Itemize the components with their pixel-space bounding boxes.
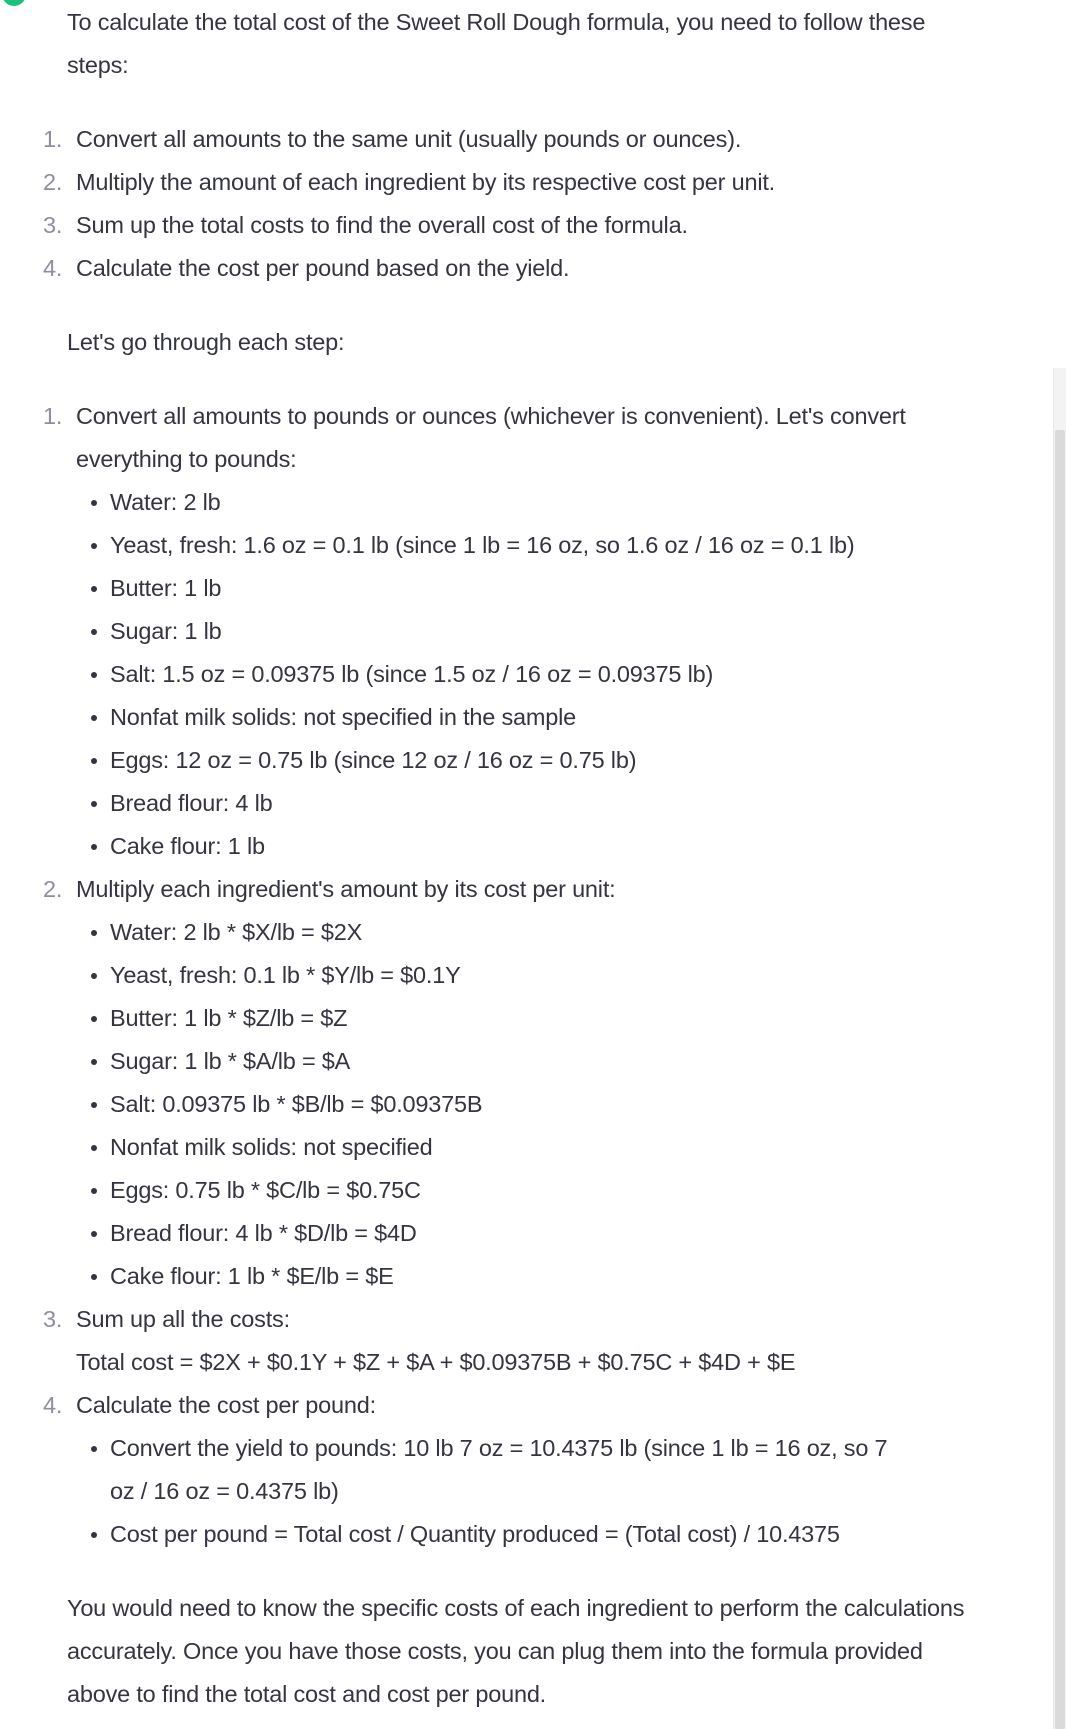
list-item-text: Calculate the cost per pound:: [76, 1392, 376, 1418]
bullet-item: [76, 567, 970, 610]
bullet-text: Bread flour: 4 lb * $D/lb = $4D: [110, 1220, 417, 1246]
bullet-item: [76, 1083, 970, 1126]
bullet-item: [76, 696, 970, 739]
list-number: 2.: [43, 169, 63, 195]
bullet-item: [76, 1040, 970, 1083]
bullet-item: [76, 653, 970, 696]
bullet-list: [76, 481, 970, 868]
bullet-text: Salt: 1.5 oz = 0.09375 lb (since 1.5 oz / 16 oz = 0.09375 lb): [110, 661, 714, 687]
list-item: [0, 395, 1050, 868]
bullet-dot-icon: [91, 1059, 97, 1065]
list-number: 3.: [43, 1306, 63, 1332]
list-number: 4.: [43, 255, 63, 281]
list-item: [0, 868, 1050, 1298]
bullet-dot-icon: [91, 844, 97, 850]
bullet-item: [76, 782, 970, 825]
bullet-text: Convert the yield to pounds: 10 lb 7 oz = 10.4375 lb (since 1 lb = 16 oz, so 7 oz / 16 oz = 0.4375 lb): [110, 1435, 888, 1504]
bullet-dot-icon: [91, 629, 97, 635]
bullet-text: Water: 2 lb * $X/lb = $2X: [110, 919, 363, 945]
bullet-text: Salt: 0.09375 lb * $B/lb = $0.09375B: [110, 1091, 483, 1117]
intro-paragraph: To calculate the total cost of the Sweet Roll Dough formula, you need to follow these steps:: [67, 9, 926, 78]
scrollbar-thumb[interactable]: [1055, 430, 1065, 1729]
bullet-dot-icon: [91, 715, 97, 721]
bullet-text: Cost per pound = Total cost / Quantity produced = (Total cost) / 10.4375: [110, 1521, 840, 1547]
bullet-item: [76, 1169, 970, 1212]
bullet-text: Nonfat milk solids: not specified: [110, 1134, 433, 1160]
list-item: [0, 118, 1050, 161]
bullet-dot-icon: [91, 672, 97, 678]
bullet-text: Yeast, fresh: 0.1 lb * $Y/lb = $0.1Y: [110, 962, 461, 988]
bullet-dot-icon: [91, 973, 97, 979]
bullet-item: [76, 1513, 970, 1556]
list-item: [0, 161, 1050, 204]
bullet-item: [76, 1212, 970, 1255]
bullet-item: [76, 1255, 970, 1298]
bullet-dot-icon: [91, 1274, 97, 1280]
bullet-dot-icon: [91, 758, 97, 764]
overview-steps-list: [0, 118, 1050, 290]
bullet-text: Nonfat milk solids: not specified in the sample: [110, 704, 577, 730]
closing-paragraph: You would need to know the specific costs of each ingredient to perform the calculations accurately. Once you have those costs, you can plug them into the formula provided above to find the total cost and cost per pound.: [67, 1595, 965, 1707]
list-number: 3.: [43, 212, 63, 238]
bullet-text: Butter: 1 lb * $Z/lb = $Z: [110, 1005, 348, 1031]
bullet-text: Bread flour: 4 lb: [110, 790, 273, 816]
list-item-text: Multiply each ingredient's amount by its cost per unit:: [76, 876, 616, 902]
detail-steps-list: [0, 395, 1050, 1556]
bullet-text: Yeast, fresh: 1.6 oz = 0.1 lb (since 1 lb = 16 oz, so 1.6 oz / 16 oz = 0.1 lb): [110, 532, 855, 558]
list-number: 4.: [43, 1392, 63, 1418]
list-item: [0, 204, 1050, 247]
bullet-dot-icon: [91, 500, 97, 506]
bullet-item: [76, 1427, 970, 1513]
bullet-text: Water: 2 lb: [110, 489, 221, 515]
list-number: 1.: [43, 126, 63, 152]
bullet-item: [76, 825, 970, 868]
list-item: [0, 247, 1050, 290]
bullet-list: [76, 911, 970, 1298]
list-item-text: Calculate the cost per pound based on the yield.: [76, 255, 570, 281]
list-item-text: Convert all amounts to the same unit (usually pounds or ounces).: [76, 126, 742, 152]
total-cost-formula: Total cost = $2X + $0.1Y + $Z + $A + $0.09375B + $0.75C + $4D + $E: [76, 1349, 796, 1375]
bullet-text: Butter: 1 lb: [110, 575, 222, 601]
bullet-item: [76, 1126, 970, 1169]
bullet-text: Eggs: 0.75 lb * $C/lb = $0.75C: [110, 1177, 421, 1203]
bullet-dot-icon: [91, 801, 97, 807]
bullet-dot-icon: [91, 1532, 97, 1538]
bullet-item: [76, 610, 970, 653]
list-number: 1.: [43, 403, 63, 429]
list-item-text: Sum up all the costs:: [76, 1306, 290, 1332]
bullet-text: Cake flour: 1 lb: [110, 833, 265, 859]
bullet-text: Cake flour: 1 lb * $E/lb = $E: [110, 1263, 394, 1289]
bullet-text: Sugar: 1 lb * $A/lb = $A: [110, 1048, 351, 1074]
bullet-dot-icon: [91, 1016, 97, 1022]
bullet-item: [76, 997, 970, 1040]
lead-in-paragraph: Let's go through each step:: [67, 329, 345, 355]
bullet-item: [76, 739, 970, 782]
bullet-list: [76, 1427, 970, 1556]
bullet-text: Sugar: 1 lb: [110, 618, 222, 644]
bullet-dot-icon: [91, 930, 97, 936]
list-item: [0, 1384, 1050, 1556]
list-number: 2.: [43, 876, 63, 902]
bullet-item: [76, 954, 970, 997]
list-item: [0, 1298, 1050, 1384]
bullet-text: Eggs: 12 oz = 0.75 lb (since 12 oz / 16 oz = 0.75 lb): [110, 747, 637, 773]
bullet-dot-icon: [91, 1145, 97, 1151]
bullet-item: [76, 911, 970, 954]
bullet-dot-icon: [91, 586, 97, 592]
bullet-dot-icon: [91, 1231, 97, 1237]
bullet-dot-icon: [91, 1446, 97, 1452]
list-item-text: Convert all amounts to pounds or ounces (whichever is convenient). Let's convert everything to pounds:: [76, 403, 906, 472]
assistant-message: [0, 1, 1050, 1716]
bullet-item: [76, 481, 970, 524]
list-item-text: Multiply the amount of each ingredient by its respective cost per unit.: [76, 169, 776, 195]
list-item-text: Sum up the total costs to find the overall cost of the formula.: [76, 212, 688, 238]
bullet-item: [76, 524, 970, 567]
bullet-dot-icon: [91, 543, 97, 549]
bullet-dot-icon: [91, 1188, 97, 1194]
bullet-dot-icon: [91, 1102, 97, 1108]
